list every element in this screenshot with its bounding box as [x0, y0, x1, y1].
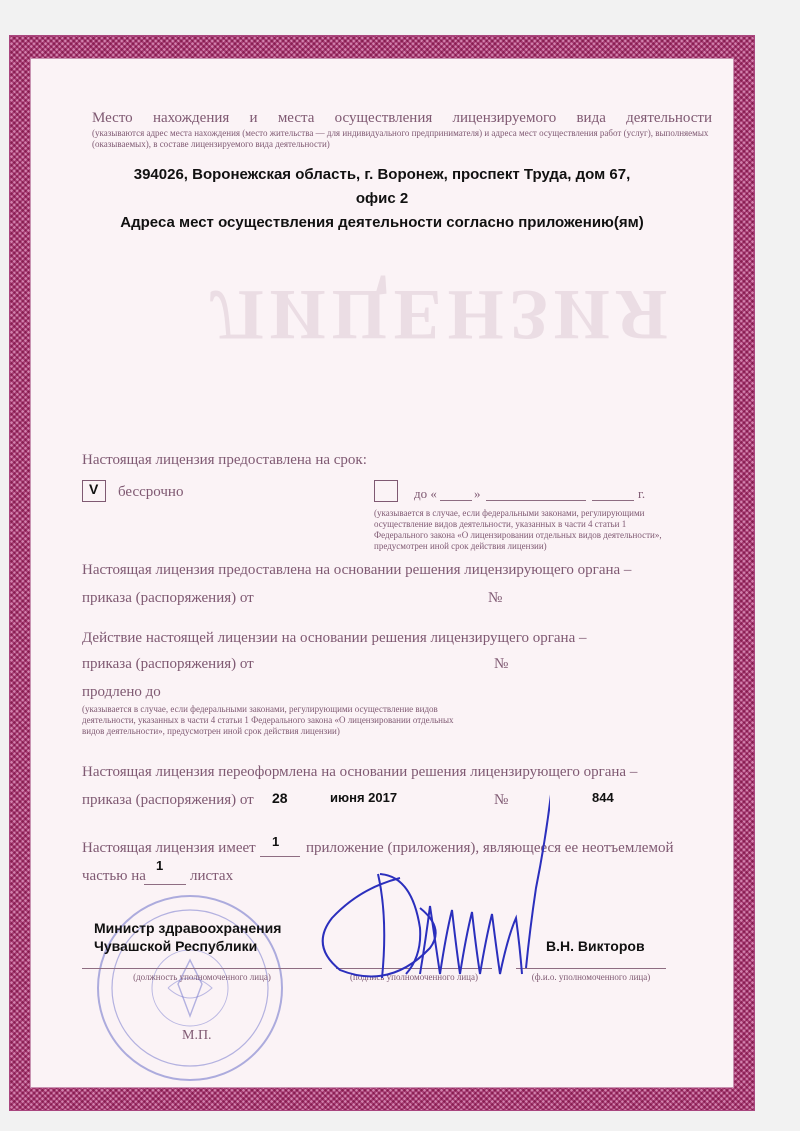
- until-year-line: [592, 500, 634, 501]
- signatory-name: В.Н. Викторов: [546, 938, 645, 954]
- grant-order-label: приказа (распоряжения) от: [82, 590, 254, 606]
- reverse-watermark: ЛИЦЕНЗИЯ: [210, 275, 674, 355]
- indefinite-checkbox: [82, 480, 106, 502]
- reissue-month-year: июня 2017: [330, 790, 398, 805]
- term-label: Настоящая лицензия предоставлена на срок:: [82, 452, 367, 468]
- license-border: [10, 36, 754, 1110]
- signatory-position-line-2: Чувашской Республики: [94, 938, 258, 954]
- appendix-count: 1: [272, 834, 280, 849]
- location-note: (указываются адрес места нахождения (место жительства — для индивидуального предпринимателя) и адреса мест осуществления работ (услуг), выполняемых (оказываемых), в составе лицензируемого вида деятельности): [92, 128, 709, 149]
- license-page: [30, 58, 734, 1088]
- until-note: (указывается в случае, если федеральными законами, регулирующими осуществление видов деятельности, указанных в части 4 статьи 1 Федерального закона «О лицензировании отдельных видов деятельности», предусмотрен иной срок действия лицензии): [374, 508, 662, 551]
- extension-note: (указывается в случае, если федеральными законами, регулирующими осуществление видов деятельности, указанных в части 4 статьи 1 Федерального закона «О лицензировании отдельных видов деятельности», предусмотрен иной срок действия лицензии): [82, 704, 454, 736]
- reissue-line: Настоящая лицензия переоформлена на основании решения лицензирующего органа –: [82, 764, 638, 780]
- location-heading: Место нахождения и места осуществления лицензируемого вида деятельности: [92, 110, 712, 126]
- until-suffix: г.: [638, 486, 646, 501]
- reissue-number: 844: [592, 790, 614, 805]
- until-mid: »: [474, 486, 481, 501]
- extension-order-label: приказа (распоряжения) от: [82, 656, 254, 672]
- extension-number-label: №: [494, 656, 509, 672]
- signatory-position-line-1: Министр здравоохранения: [94, 920, 282, 936]
- position-caption: (должность уполномоченного лица): [133, 972, 271, 982]
- until-prefix: до «: [414, 486, 437, 501]
- until-month-line: [486, 500, 586, 501]
- name-caption: (ф.и.о. уполномоченного лица): [531, 972, 651, 982]
- grant-line: Настоящая лицензия предоставлена на основании решения лицензирующего органа –: [82, 562, 632, 578]
- reissue-day: 28: [272, 790, 288, 806]
- indefinite-label: бессрочно: [118, 484, 184, 500]
- extended-until-label: продлено до: [82, 684, 161, 700]
- appendix-sheets-line: [144, 884, 186, 885]
- signature-caption: (подпись уполномоченного лица): [350, 972, 478, 982]
- until-day-line: [440, 500, 472, 501]
- appendix-sheets: 1: [156, 858, 164, 873]
- indefinite-check-mark: V: [89, 481, 99, 497]
- appendix-part-2: приложение (приложения), являющееся ее неотъемлемой: [306, 840, 674, 856]
- appendix-part-3: частью на: [82, 868, 146, 884]
- appendix-part-4: листах: [190, 868, 234, 884]
- address-line-1: 394026, Воронежская область, г. Воронеж, проспект Труда, дом 67,: [133, 166, 631, 183]
- reissue-number-label: №: [494, 792, 509, 808]
- grant-number-label: №: [488, 590, 503, 606]
- until-checkbox: [374, 480, 398, 502]
- extension-line: Действие настоящей лицензии на основании решения лицензирущего органа –: [82, 630, 587, 646]
- address-line-3: Адреса мест осуществления деятельности согласно приложению(ям): [120, 214, 644, 231]
- official-seal: [90, 888, 290, 1088]
- stamp-place-label: М.П.: [182, 1028, 212, 1043]
- address-line-2: офис 2: [355, 190, 409, 207]
- handwritten-signature: [280, 778, 550, 998]
- reissue-order-label: приказа (распоряжения) от: [82, 792, 254, 808]
- appendix-part-1: Настоящая лицензия имеет: [82, 840, 256, 856]
